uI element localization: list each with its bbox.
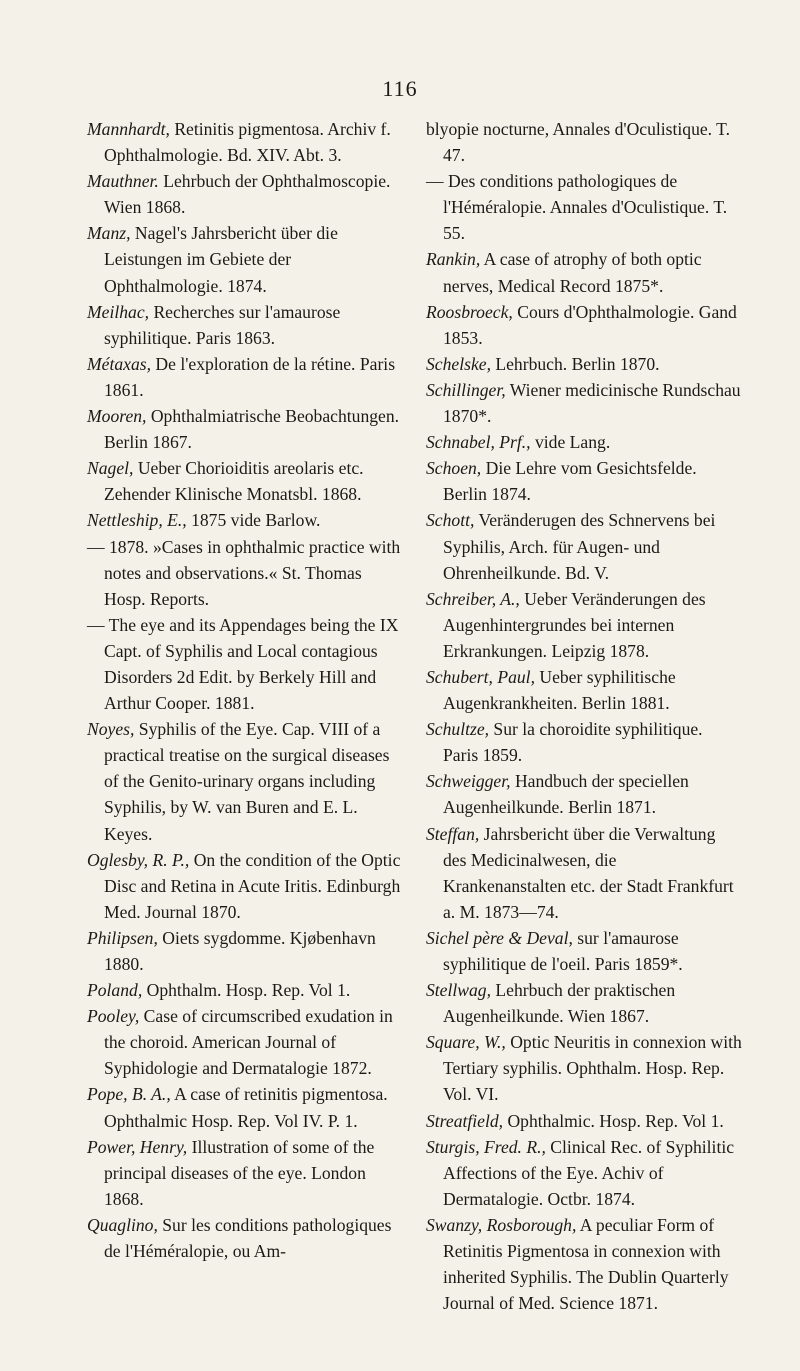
entry-text: A case of atrophy of both optic nerves, Medical Record 1875*. <box>443 249 702 296</box>
entry-author: Schubert, Paul, <box>426 666 535 687</box>
bibliography-entry <box>87 1081 403 1133</box>
entry-text: On the condition of the Optic Disc and Retina in Acute Iritis. Edinburgh Med. Journal 1870. <box>104 849 401 922</box>
entry-author: Poland, <box>87 980 143 1001</box>
entry-author: Power, Henry, <box>87 1136 188 1157</box>
entry-author: Mooren, <box>87 406 147 427</box>
entry-text: A peculiar Form of Retinitis Pigmentosa in connexion with inherited Syphilis. The Dublin Quarterly Journal of Med. Science 1871. <box>443 1214 729 1314</box>
bibliography-entry <box>426 507 742 585</box>
bibliography-entry <box>426 716 742 768</box>
entry-text: Ophthalmiatrische Beobachtungen. Berlin 1867. <box>104 406 400 453</box>
bibliography-entry <box>87 716 403 846</box>
entry-text: Ueber Chorioiditis areolaris etc. Zehender Klinische Monatsbl. 1868. <box>104 458 364 505</box>
bibliography-entry <box>87 1212 403 1264</box>
entry-author: Nettleship, E., <box>87 510 187 531</box>
entry-text: Retinitis pigmentosa. Archiv f. Ophthalmologie. Bd. XIV. Abt. 3. <box>104 119 391 166</box>
bibliography-entry <box>426 586 742 664</box>
bibliography-entry <box>426 116 742 168</box>
bibliography-entry <box>87 534 403 612</box>
entry-text: Cours d'Ophthalmologie. Gand 1853. <box>443 301 737 348</box>
entry-author: Swanzy, Rosborough, <box>426 1214 577 1235</box>
entry-author: Stellwag, <box>426 980 491 1001</box>
bibliography-entry <box>426 168 742 246</box>
entry-author: Roosbroeck, <box>426 301 513 322</box>
bibliography-entry <box>426 977 742 1029</box>
entry-text: Lehrbuch der Ophthalmoscopie. Wien 1868. <box>104 171 391 218</box>
bibliography-entry <box>87 1003 403 1081</box>
entry-author: Schreiber, A., <box>426 588 520 609</box>
entry-text: Illustration of some of the principal diseases of the eye. London 1868. <box>104 1136 375 1209</box>
entry-author: Schoen, <box>426 458 482 479</box>
entry-author: Square, W., <box>426 1032 506 1053</box>
entry-author: Rankin, <box>426 249 481 270</box>
entry-text: sur l'amaurose syphilitique de l'oeil. Paris 1859*. <box>443 927 683 974</box>
entry-author: Schott, <box>426 510 475 531</box>
entry-author: Manz, <box>87 223 131 244</box>
entry-text: Nagel's Jahrsbericht über die Leistungen im Gebiete der Ophthalmologie. 1874. <box>104 223 338 296</box>
entry-author: Schweigger, <box>426 771 511 792</box>
entry-author: Quaglino, <box>87 1214 158 1235</box>
entry-text: Oiets sygdomme. Kjøbenhavn 1880. <box>104 927 376 974</box>
entry-text: Jahrsbericht über die Verwaltung des Medicinalwesen, die Krankenanstalten etc. der Stadt Frankfurt a. M. 1873—74. <box>443 823 734 922</box>
entry-author: Pope, B. A., <box>87 1084 171 1105</box>
bibliography-entry <box>87 403 403 455</box>
entry-author: Métaxas, <box>87 353 152 374</box>
entry-author: Pooley, <box>87 1006 140 1027</box>
bibliography-entry <box>426 925 742 977</box>
entry-text: Sur la choroidite syphilitique. Paris 1859. <box>443 719 703 766</box>
entry-text: Ueber Veränderungen des Augenhintergrundes bei internen Erkrankungen. Leipzig 1878. <box>443 588 706 661</box>
bibliography-entry <box>426 246 742 298</box>
entry-text: — The eye and its Appendages being the IX Capt. of Syphilis and Local contagious Disorders 2d Edit. by Berkely Hill and Arthur Cooper. 1881. <box>87 614 399 714</box>
bibliography-entry <box>87 977 403 1003</box>
entry-author: Schillinger, <box>426 379 506 400</box>
entry-author: Mauthner. <box>87 171 159 192</box>
entry-text: Lehrbuch der praktischen Augenheilkunde. Wien 1867. <box>443 980 676 1027</box>
entry-text: Die Lehre vom Gesichtsfelde. Berlin 1874. <box>443 458 697 505</box>
bibliography-entry <box>87 612 403 716</box>
entry-author: Steffan, <box>426 823 480 844</box>
entry-text: Ueber syphilitische Augenkrankheiten. Berlin 1881. <box>443 666 676 714</box>
bibliography-entry <box>87 116 403 168</box>
bibliography-entry <box>87 507 403 533</box>
bibliography-entry <box>87 455 403 507</box>
bibliography-entry <box>426 821 742 925</box>
entry-author: Mannhardt, <box>87 119 170 139</box>
bibliography-entry <box>426 1134 742 1212</box>
entry-text: Wiener medicinische Rundschau 1870*. <box>443 379 741 427</box>
bibliography-entry <box>426 377 742 429</box>
bibliography-entry <box>426 455 742 507</box>
entry-text: Syphilis of the Eye. Cap. VIII of a practical treatise on the surgical diseases of the Genito-urinary organs including Syphilis, by W. van Buren and E. L. Keyes. <box>104 719 390 844</box>
entry-author: Schultze, <box>426 719 490 740</box>
page-number: 116 <box>382 76 418 101</box>
bibliography-entry <box>87 168 403 220</box>
bibliography-entry <box>87 351 403 403</box>
entry-author: Schnabel, Prf., <box>426 432 531 453</box>
entry-text: Case of circumscribed exudation in the choroid. American Journal of Syphidologie and Dermatalogie 1872. <box>104 1006 393 1079</box>
bibliography-entry <box>426 1212 742 1316</box>
entry-text: Recherches sur l'amaurose syphilitique. Paris 1863. <box>104 301 341 348</box>
right-column <box>426 116 742 1316</box>
entry-text: — 1878. »Cases in ophthalmic practice with notes and observations.« St. Thomas Hosp. Reports. <box>87 536 401 609</box>
entry-author: Philipsen, <box>87 927 158 948</box>
entry-author: Oglesby, R. P., <box>87 849 190 870</box>
entry-author: Schelske, <box>426 353 491 374</box>
entry-text: Ophthalm. Hosp. Rep. Vol 1. <box>142 980 351 1001</box>
entry-author: Nagel, <box>87 458 134 479</box>
bibliography-entry <box>426 1108 742 1134</box>
entry-text: vide Lang. <box>530 432 611 453</box>
bibliography-entry <box>426 299 742 351</box>
entry-text: Ophthalmic. Hosp. Rep. Vol 1. <box>503 1110 724 1131</box>
entry-text: A case of retinitis pigmentosa. Ophthalmic Hosp. Rep. Vol IV. P. 1. <box>104 1084 388 1131</box>
bibliography-entry <box>426 664 742 716</box>
entry-author: Meilhac, <box>87 301 150 322</box>
entry-text: Veränderugen des Schnervens bei Syphilis, Arch. für Augen- und Ohrenheilkunde. Bd. V. <box>443 510 716 583</box>
bibliography-entry <box>426 429 742 455</box>
entry-author: Noyes, <box>87 719 135 740</box>
bibliography-entry <box>87 1134 403 1212</box>
entry-text: Handbuch der speciellen Augenheilkunde. Berlin 1871. <box>443 771 689 818</box>
entry-text: Sur les conditions pathologiques de l'Héméralopie, ou Am- <box>104 1214 392 1262</box>
entry-text: Clinical Rec. of Syphilitic Affections of the Eye. Achiv of Dermatalogie. Octbr. 1874. <box>443 1136 735 1209</box>
bibliography-entry <box>426 768 742 820</box>
bibliography-entry <box>87 925 403 977</box>
entry-text: — Des conditions pathologiques de l'Héméralopie. Annales d'Oculistique. T. 55. <box>426 171 728 244</box>
entry-text: De l'exploration de la rétine. Paris 1861. <box>104 353 396 400</box>
entry-text: Lehrbuch. Berlin 1870. <box>490 353 660 374</box>
bibliography-entry <box>87 847 403 925</box>
bibliography-entry <box>426 351 742 377</box>
bibliography-entry <box>426 1029 742 1107</box>
entry-text: 1875 vide Barlow. <box>186 510 321 531</box>
entry-author: Streatfield, <box>426 1110 504 1131</box>
left-column <box>87 116 403 1264</box>
entry-text: blyopie nocturne, Annales d'Oculistique. T. 47. <box>426 119 730 166</box>
entry-author: Sturgis, Fred. R., <box>426 1136 546 1157</box>
bibliography-entry <box>87 299 403 351</box>
entry-author: Sichel père & Deval, <box>426 927 573 948</box>
bibliography-entry <box>87 220 403 298</box>
entry-text: Optic Neuritis in connexion with Tertiary syphilis. Ophthalm. Hosp. Rep. Vol. VI. <box>443 1032 742 1105</box>
